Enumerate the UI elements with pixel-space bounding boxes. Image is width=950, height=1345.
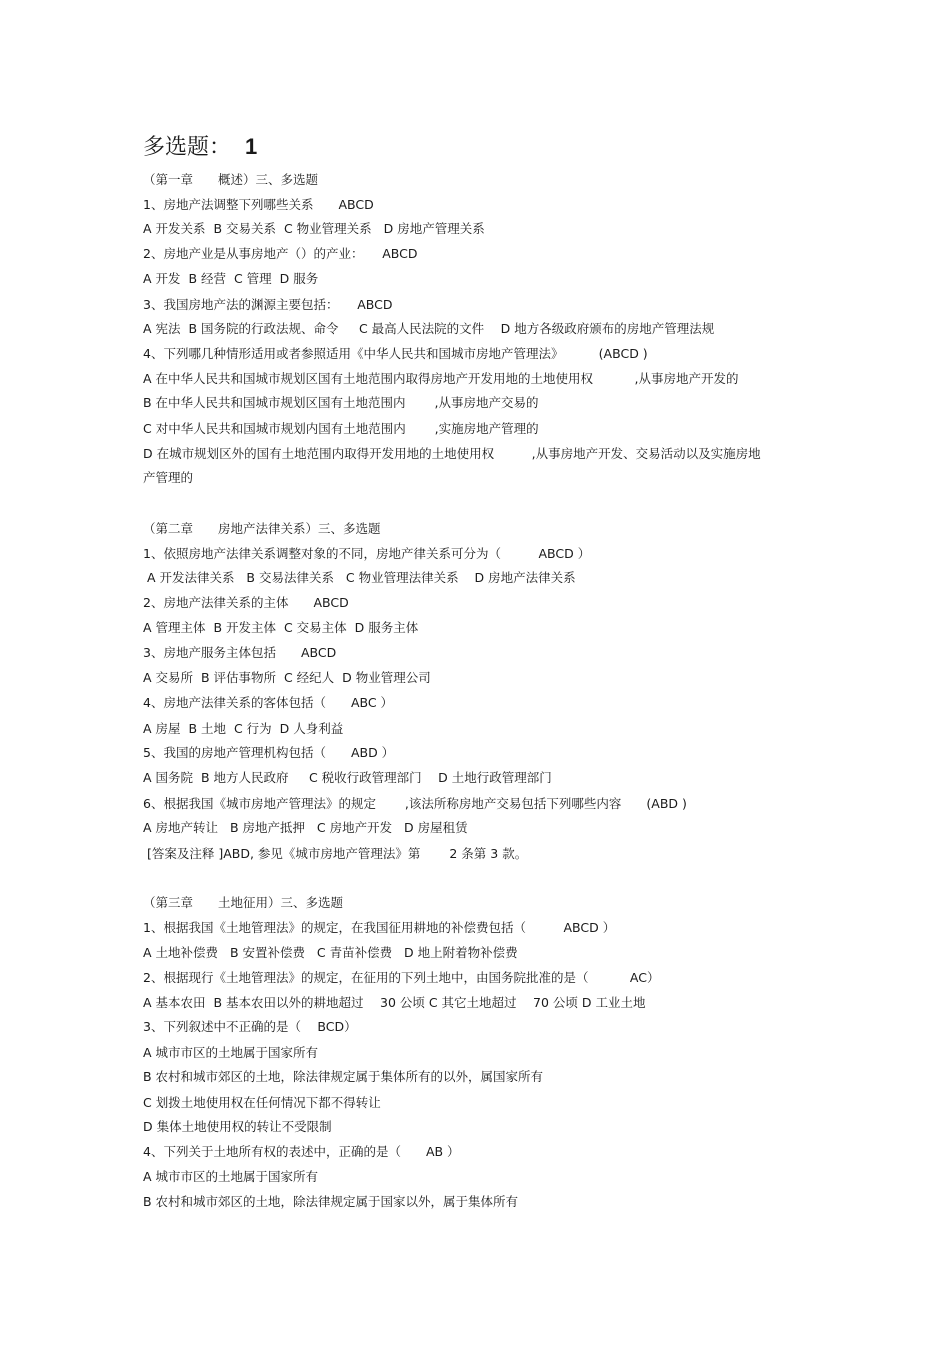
question-line: 4、下列哪几种情形适用或者参照适用《中华人民共和国城市房地产管理法》 (ABCD ) — [143, 346, 648, 361]
options-line: A 管理主体 B 开发主体 C 交易主体 D 服务主体 — [143, 620, 419, 635]
options-line: B 农村和城市郊区的土地，除法律规定属于国家以外，属于集体所有 — [143, 1194, 519, 1209]
question-line: 3、我国房地产法的渊源主要包括： ABCD — [143, 297, 393, 312]
question-line: 2、根据现行《土地管理法》的规定，在征用的下列土地中，由国务院批准的是（ AC） — [143, 970, 660, 985]
options-line: A 交易所 B 评估事物所 C 经纪人 D 物业管理公司 — [143, 670, 431, 685]
options-line: D 在城市规划区外的国有土地范围内取得开发用地的土地使用权 ,从事房地产开发、交易活动以及实施房地 — [143, 446, 761, 461]
question-line: 4、下列关于土地所有权的表述中，正确的是（ AB ） — [143, 1144, 460, 1159]
question-line: 5、我国的房地产管理机构包括（ ABD ） — [143, 745, 395, 760]
options-line: A 房屋 B 土地 C 行为 D 人身利益 — [143, 721, 344, 736]
options-line: A 房地产转让 B 房地产抵押 C 房地产开发 D 房屋租赁 — [143, 820, 468, 835]
options-line: C 划拨土地使用权在任何情况下都不得转让 — [143, 1095, 381, 1110]
options-line: A 宪法 B 国务院的行政法规、命令 C 最高人民法院的文件 D 地方各级政府颁布的房地产管理法规 — [143, 321, 715, 336]
chapter-1-heading: （第一章 概述）三、多选题 — [143, 172, 319, 187]
options-line: A 基本农田 B 基本农田以外的耕地超过 30 公顷 C 其它土地超过 70 公顷 D 工业土地 — [143, 995, 646, 1010]
options-line-continued: 产管理的 — [143, 470, 194, 485]
title-text: 多选题： — [143, 135, 232, 160]
options-line: A 开发 B 经营 C 管理 D 服务 — [143, 271, 319, 286]
question-line: 3、下列叙述中不正确的是（ BCD） — [143, 1019, 357, 1034]
title-number: 1 — [245, 134, 258, 159]
question-line: 6、根据我国《城市房地产管理法》的规定 ,该法所称房地产交易包括下列哪些内容 (ABD ) — [143, 796, 687, 811]
options-line: C 对中华人民共和国城市规划内国有土地范围内 ,实施房地产管理的 — [143, 421, 539, 436]
page-title — [143, 132, 257, 163]
options-line: A 土地补偿费 B 安置补偿费 C 青苗补偿费 D 地上附着物补偿费 — [143, 945, 518, 960]
options-line: B 在中华人民共和国城市规划区国有土地范围内 ,从事房地产交易的 — [143, 395, 539, 410]
question-line: 1、依照房地产法律关系调整对象的不同，房地产律关系可分为（ ABCD ） — [143, 546, 591, 561]
chapter-3-heading: （第三章 土地征用）三、多选题 — [143, 895, 344, 910]
question-line: 2、房地产法律关系的主体 ABCD — [143, 595, 349, 610]
question-line: 4、房地产法律关系的客体包括（ ABC ） — [143, 695, 394, 710]
options-line: A 开发法律关系 B 交易法律关系 C 物业管理法律关系 D 房地产法律关系 — [143, 570, 576, 585]
options-line: A 国务院 B 地方人民政府 C 税收行政管理部门 D 土地行政管理部门 — [143, 770, 552, 785]
options-line: D 集体土地使用权的转让不受限制 — [143, 1119, 332, 1134]
question-line: 1、根据我国《土地管理法》的规定，在我国征用耕地的补偿费包括（ ABCD ） — [143, 920, 616, 935]
answer-note: [答案及注释 ]ABD, 参见《城市房地产管理法》第 2 条第 3 款。 — [143, 846, 528, 861]
question-line: 2、房地产业是从事房地产（）的产业： ABCD — [143, 246, 418, 261]
options-line: B 农村和城市郊区的土地，除法律规定属于集体所有的以外，属国家所有 — [143, 1069, 544, 1084]
options-line: A 城市市区的土地属于国家所有 — [143, 1169, 319, 1184]
options-line: A 开发关系 B 交易关系 C 物业管理关系 D 房地产管理关系 — [143, 221, 485, 236]
chapter-2-heading: （第二章 房地产法律关系）三、多选题 — [143, 521, 381, 536]
options-line: A 在中华人民共和国城市规划区国有土地范围内取得房地产开发用地的土地使用权 ,从事房地产开发的 — [143, 371, 739, 386]
options-line: A 城市市区的土地属于国家所有 — [143, 1045, 319, 1060]
question-line: 3、房地产服务主体包括 ABCD — [143, 645, 337, 660]
question-line: 1、房地产法调整下列哪些关系 ABCD — [143, 197, 374, 212]
